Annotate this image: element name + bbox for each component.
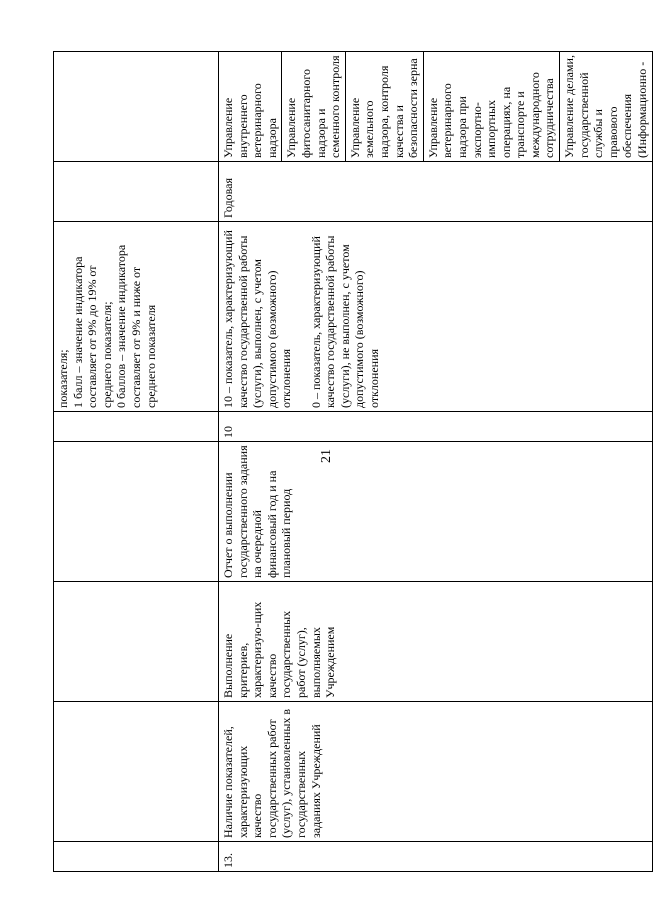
page-number: 21 xyxy=(319,449,334,463)
data-source: Отчет о выполнении государственного задания на очередной финансовый год и на плановый период xyxy=(219,442,653,582)
cell-periodicity-continuation xyxy=(54,162,219,222)
scoring-criteria-text: 10 – показатель, характеризующий качество государственной работы (услуги), выполнен, с учетом допустимого (возможного) отклонения 0 – показатель, характеризующий качество государственной работы (услуги), не выполнен, с учетом допустимого (возможного) отклонения xyxy=(221,230,381,408)
criteria-tail-text: показателя; 1 балл – значение индикатора составляет от 9% до 19% от среднего показателя; 0 баллов – значение индикатора составляет от 9% и ниже от среднего показателя xyxy=(56,244,158,408)
indicator-name: Наличие показателей, характеризующих качество государственных работ (услуг), установленных в государственных заданиях Учреждений xyxy=(219,702,653,842)
cell-method-continuation xyxy=(54,582,219,702)
responsible-units xyxy=(219,52,653,162)
criteria-table xyxy=(53,52,650,872)
responsible-item: Управление земельного надзора, контроля качества и безопасности зерна xyxy=(345,52,423,161)
cell-num-continuation xyxy=(54,842,219,872)
cell-source-continuation xyxy=(54,442,219,582)
responsible-item: Управление ветеринарного надзора при экспортно-импортных операциях, на транспорте и международного сотрудничества xyxy=(423,52,559,161)
responsible-list xyxy=(219,52,652,161)
responsible-item: Управление внутреннего ветеринарного надзора xyxy=(219,52,282,161)
calculation-method: Выполнение критериев, характеризую-щих качество государственных работ (услуг), выполняемых Учреждением xyxy=(219,582,653,702)
cell-criteria-continuation xyxy=(54,222,219,412)
responsible-item: Управление делами, государственной службы и правового обеспечения (Информационно - xyxy=(562,55,650,158)
cell-score-continuation xyxy=(54,412,219,442)
periodicity: Годовая xyxy=(219,162,653,222)
max-score: 10 xyxy=(219,412,653,442)
responsible-item: Управление фитосанитарного надзора и семенного контроля xyxy=(282,52,345,161)
cell-indicator-continuation xyxy=(54,702,219,842)
cell-responsible-continuation xyxy=(54,52,219,162)
scoring-criteria xyxy=(219,222,653,412)
row-number: 13. xyxy=(219,842,653,872)
table-row-13 xyxy=(219,52,653,872)
table-row-continuation xyxy=(54,52,219,872)
